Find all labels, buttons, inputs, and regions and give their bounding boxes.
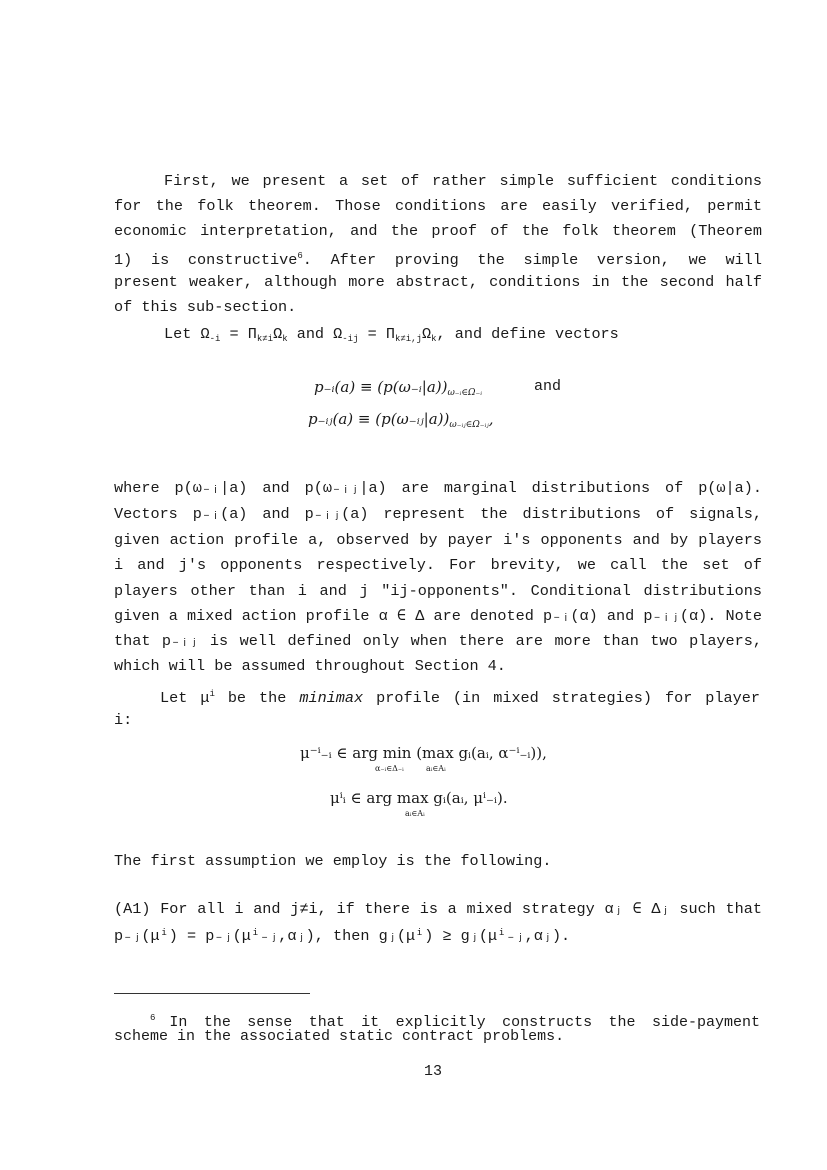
para4-line: The first assumption we employ is the following. [114, 852, 552, 870]
page-number: 13 [424, 1063, 443, 1080]
equation-minimax-min: μ⁻ⁱ₋ᵢ ∈ arg min (max gᵢ(aᵢ, α⁻ⁱ₋ᵢ)), [300, 744, 547, 762]
intro-line-6: of this sub-section. [114, 298, 297, 316]
para2-line-8: which will be assumed throughout Section 4. [114, 657, 506, 675]
footnote-rule [114, 993, 310, 994]
equation-min-subscript: α₋ᵢ∈Δ₋ᵢ [375, 764, 404, 773]
footnote-line-2: scheme in the associated static contract problems. [114, 1028, 565, 1045]
equation-minimax-max: μⁱᵢ ∈ arg max gᵢ(aᵢ, μⁱ₋ᵢ). [330, 789, 508, 807]
intro-line-4: 1) is constructive$^6$. After proving the simple version, we will [114, 251, 762, 269]
para2-line-6: given a mixed action profile α ∈ Δ are denoted p₋ᵢ(α) and p₋ᵢⱼ(α). Note [114, 607, 762, 625]
equation-max2-subscript: aᵢ∈Aᵢ [405, 809, 425, 818]
para2-line-5: players other than i and j "ij-opponents". Conditional distributions [114, 582, 762, 600]
footnote-line-1: $^6$ In the sense that it explicitly constructs the side-payment [150, 1013, 760, 1031]
intro-line-3: economic interpretation, and the proof of the folk theorem (Theorem [114, 222, 762, 240]
intro-line-5: present weaker, although more abstract, conditions in the second half [114, 273, 762, 291]
para2-line-2: Vectors p₋ᵢ(a) and p₋ᵢⱼ(a) represent the distributions of signals, [114, 505, 762, 523]
intro-line-2: for the folk theorem. Those conditions are easily verified, permit [114, 197, 762, 215]
assumption-line-2: p₋ⱼ(μⁱ) = p₋ⱼ(μⁱ₋ⱼ,αⱼ), then gⱼ(μⁱ) ≥ gⱼ(μⁱ₋ⱼ,αⱼ). [114, 927, 571, 945]
para2-line-3: given action profile a, observed by payer i's opponents and by players [114, 531, 762, 549]
para3-line-2: i: [114, 711, 133, 729]
equation-p-ij: p₋ᵢⱼ(a) ≡ $(p(\omega_-ᵢⱼ|a))_{\omega_-ᵢⱼ\in\Omega_-ᵢⱼ}$, [308, 410, 494, 430]
equation-p-i: p₋ᵢ(a) ≡ $(p(\omega_-ᵢ|a))_{\omega_-ᵢ\in\Omega_-ᵢ}$ [314, 378, 483, 398]
para2-line-1: where p(ω₋ᵢ|a) and p(ω₋ᵢⱼ|a) are marginal distributions of p(ω|a). [114, 479, 762, 497]
para2-line-4: i and j's opponents respectively. For brevity, we call the set of [114, 556, 762, 574]
equation-and: and [534, 378, 562, 395]
definition-line: Let $\Omega_{-i} = \Pi_{k\ne i}\Omega_k$ and $\Omega_{-ij} = \Pi_{k\ne i,j}\Omega_k$, and define vectors [164, 325, 619, 344]
assumption-line-1: (A1) For all i and j≠i, if there is a mixed strategy αⱼ ∈ Δⱼ such that [114, 900, 762, 918]
para3-line-1: Let $\mu^i$ be the minimax profile (in mixed strategies) for player [160, 689, 760, 707]
intro-line-1: First, we present a set of rather simple sufficient conditions [164, 172, 762, 190]
para2-line-7: that p₋ᵢⱼ is well defined only when there are more than two players, [114, 632, 762, 650]
equation-max-subscript: aᵢ∈Aᵢ [426, 764, 446, 773]
